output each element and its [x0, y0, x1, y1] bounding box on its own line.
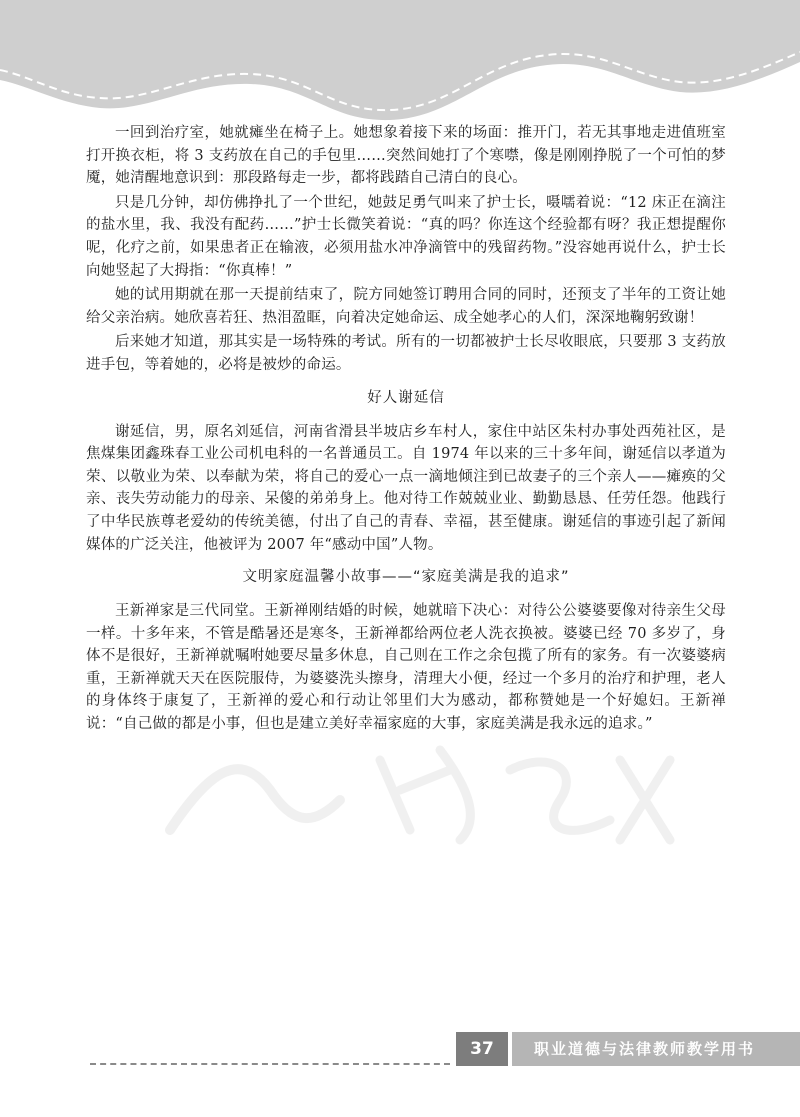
body-paragraph: 她的试用期就在那一天提前结束了，院方同她签订聘用合同的同时，还预支了半年的工资让她给父亲治病。她欣喜若狂、热泪盈眶，向着决定她命运、成全她孝心的人们，深深地鞠躬致谢！ [86, 287, 726, 326]
body-paragraph: 王新禅家是三代同堂。王新禅刚结婚的时候，她就暗下决心：对待公公婆婆要像对待亲生父母一样。十多年来，不管是酷暑还是寒冬，王新禅都给两位老人洗衣换被。婆婆已经 70 多岁了，身体不是很好，王新禅就嘱咐她要尽量多休息，自己则在工作之余包揽了所有的家务。有一次婆婆病重，王新禅就天天在医院服侍，为婆婆洗头擦身，清理大小便，经过一个多月的治疗和护理，老人的身体终于康复了，王新禅的爱心和行动让邻里们大为感动，都称赞她是一个好媳妇。王新禅说：“自己做的都是小事，但也是建立美好幸福家庭的大事，家庭美满是我永远的追求。” [86, 603, 726, 733]
body-paragraph: 谢延信，男，原名刘延信，河南省滑县半坡店乡车村人，家住中站区朱村办事处西苑社区，是焦煤集团鑫珠春工业公司机电科的一名普通员工。自 1974 年以来的三十多年间，谢延信以孝道为荣、以敬业为荣、以奉献为荣，将自己的爱心一点一滴地倾注到已故妻子的三个亲人——瘫痪的父亲、丧失劳动能力的母亲、呆傻的弟弟身上。他对待工作兢兢业业、勤勤恳恳、任劳任怨。他践行了中华民族尊老爱幼的传统美德，付出了自己的青春、幸福，甚至健康。谢延信的事迹引起了新闻媒体的广泛关注，他被评为 2007 年“感动中国”人物。 [86, 423, 726, 553]
watermark-graphic [150, 730, 710, 850]
body-paragraph: 只是几分钟，却仿佛挣扎了一个世纪，她鼓足勇气叫来了护士长，嗫嚅着说：“12 床正在滴注的盐水里，我、我没有配药……”护士长微笑着说：“真的吗？你连这个经验都有呀？我正想提醒你呢，化疗之前，如果患者正在输液，必须用盐水冲净滴管中的残留药物。”没容她再说什么，护士长向她竖起了大拇指：“你真棒！” [86, 194, 726, 279]
body-paragraph: 后来她才知道，那其实是一场特殊的考试。所有的一切都被护士长尽收眼底，只要那 3 支药放进手包，等着她的，必将是被炒的命运。 [86, 334, 726, 373]
section-title-family-story: 文明家庭温馨小故事——“家庭美满是我的追求” [242, 569, 570, 586]
header-wave-banner [0, 0, 800, 140]
page-content [86, 122, 726, 738]
body-paragraph: 一回到治疗室，她就瘫坐在椅子上。她想象着接下来的场面：推开门，若无其事地走进值班室打开换衣柜，将 3 支药放在自己的手包里……突然间她打了个寒噤，像是刚刚挣脱了一个可怕的梦魇，她清醒地意识到：那段路每走一步，都将践踏自己清白的良心。 [86, 125, 726, 187]
footer-dashed-rule [90, 1063, 450, 1065]
book-title: 职业道德与法律教师教学用书 [512, 1032, 800, 1066]
page-number: 37 [456, 1032, 508, 1066]
section-title-good-person: 好人谢延信 [367, 389, 445, 406]
